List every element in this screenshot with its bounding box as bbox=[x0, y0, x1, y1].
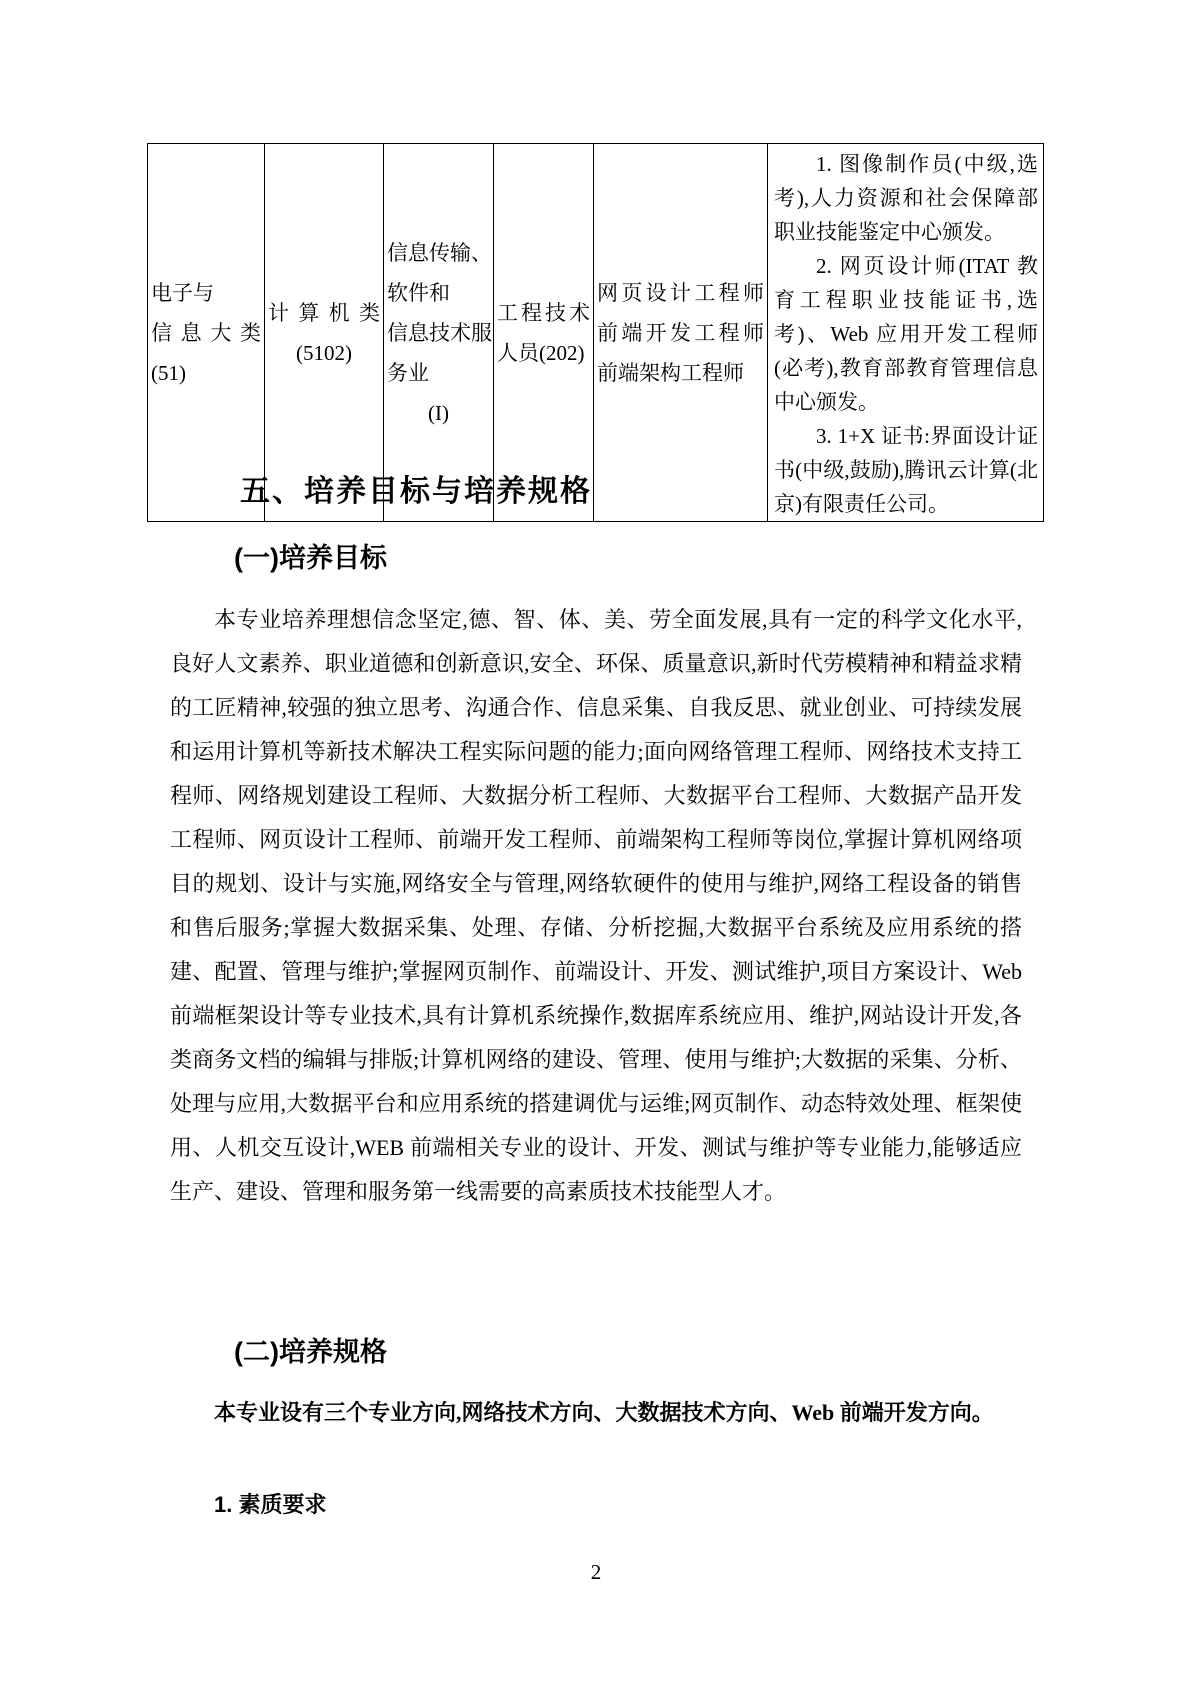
cell-major-category bbox=[148, 144, 265, 522]
cell-line: 信息传输、 bbox=[387, 240, 492, 265]
cell-line: 信息技术服 bbox=[387, 320, 492, 345]
quality-requirements-heading: 1. 素质要求 bbox=[214, 1492, 327, 1517]
cell-line: (5102) bbox=[296, 340, 352, 365]
cell-line: 信息大类 bbox=[151, 320, 261, 345]
cell-occupation bbox=[494, 144, 594, 522]
table-row bbox=[148, 144, 1044, 522]
specifications-intro-paragraph: 本专业设有三个专业方向,网络技术方向、大数据技术方向、Web 前端开发方向。 bbox=[214, 1400, 994, 1425]
certificate-item: 2. 网页设计师(ITAT 教育工程职业技能证书,选考)、Web 应用开发工程师(必考),教育部教育管理信息中心颁发。 bbox=[774, 254, 1038, 414]
cell-line: 人员(202) bbox=[497, 340, 585, 365]
cell-line: 电子与 bbox=[151, 280, 214, 305]
cell-line: 网页设计工程师 bbox=[597, 280, 764, 305]
certificate-item: 3. 1+X 证书:界面设计证书(中级,鼓励),腾讯云计算(北京)有限责任公司。 bbox=[774, 424, 1038, 516]
cell-line: (51) bbox=[151, 360, 186, 385]
cell-line: 计算机类 bbox=[268, 300, 380, 325]
cell-line: 软件和 bbox=[387, 280, 450, 305]
cell-industry bbox=[384, 144, 494, 522]
cell-certificates bbox=[768, 144, 1044, 522]
subsection-heading-objectives: (一)培养目标 bbox=[234, 543, 387, 573]
cell-subject-class bbox=[265, 144, 384, 522]
cell-line: 前端架构工程师 bbox=[597, 360, 744, 385]
section-heading: 五、培养目标与培养规格 bbox=[240, 475, 592, 508]
certificate-item: 1. 图像制作员(中级,选考),人力资源和社会保障部职业技能鉴定中心颁发。 bbox=[774, 152, 1038, 244]
page-number: 2 bbox=[590, 1560, 602, 1584]
cell-line: (I) bbox=[428, 400, 449, 425]
objectives-paragraph: 本专业培养理想信念坚定,德、智、体、美、劳全面发展,具有一定的科学文化水平,良好人文素养、职业道德和创新意识,安全、环保、质量意识,新时代劳模精神和精益求精的工匠精神,较强的独立思考、沟通合作、信息采集、自我反思、就业创业、可持续发展和运用计算机等新技术解决工程实际问题的能力;面向网络管理工程师、网络技术支持工程师、网络规划建设工程师、大数据分析工程师、大数据平台工程师、大数据产品开发工程师、网页设计工程师、前端开发工程师、前端架构工程师等岗位,掌握计算机网络项目的规划、设计与实施,网络安全与管理,网络软硬件的使用与维护,网络工程设备的销售和售后服务;掌握大数据采集、处理、存储、分析挖掘,大数据平台系统及应用系统的搭建、配置、管理与维护;掌握网页制作、前端设计、开发、测试维护,项目方案设计、Web 前端框架设计等专业技术,具有计算机系统操作,数据库系统应用、维护,网站设计开发,各类商务文档的编辑与排版;计算机网络的建设、管理、使用与维护;大数据的采集、分析、处理与应用,大数据平台和应用系统的搭建调优与运维;网页制作、动态特效处理、框架使用、人机交互设计,WEB 前端相关专业的设计、开发、测试与维护等专业能力,能够适应生产、建设、管理和服务第一线需要的高素质技术技能型人才。 bbox=[170, 607, 1022, 1204]
cell-job-positions bbox=[594, 144, 768, 522]
cell-line: 工程技术 bbox=[497, 300, 590, 325]
subsection-heading-specifications: (二)培养规格 bbox=[234, 1337, 387, 1367]
cell-line: 务业 bbox=[387, 360, 429, 385]
cell-line: 前端开发工程师 bbox=[597, 320, 764, 345]
